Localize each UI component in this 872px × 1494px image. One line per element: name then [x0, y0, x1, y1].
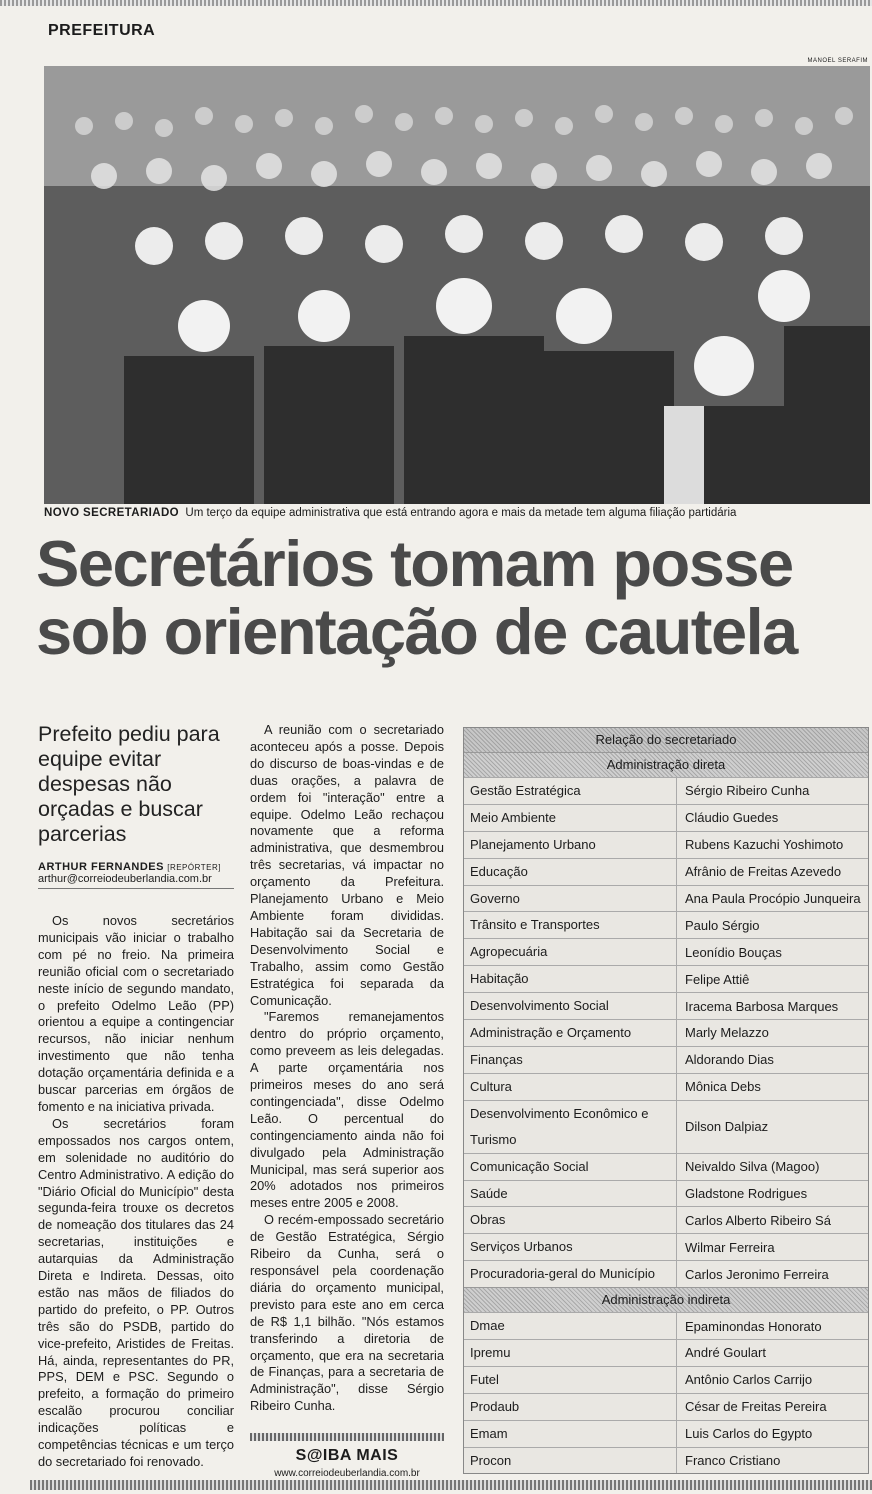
paragraph: O recém-empossado secretário de Gestão Estratégica, Sérgio Ribeiro da Cunha, será o responsável pela coordenação diária do orçamento municipal, previsto para este ano em cerca de R$ 1,1 bilhão. "Nós estamos transferindo a diretoria de orçamento, que era na secretaria de Finanças, para a secretaria de Administração", disse Sérgio Ribeiro Cunha.: [250, 1212, 444, 1414]
secretariat-table: [463, 727, 869, 1474]
secretary-cell: Marly Melazzo: [685, 1025, 769, 1041]
table-row: [464, 1046, 868, 1073]
department-cell: Governo: [464, 886, 677, 912]
department-cell: Ipremu: [464, 1340, 677, 1366]
secretary-cell: Leonídio Bouças: [685, 944, 782, 960]
headline-line-1: Secretários tomam posse: [36, 527, 793, 600]
department-cell: Procon: [464, 1448, 677, 1474]
table-row: [464, 831, 868, 858]
bottom-border: [30, 1480, 872, 1490]
author-role: [REPÓRTER]: [167, 863, 221, 872]
paragraph: Os novos secretários municipais vão iniciar o trabalho com pé no freio. Na primeira reunião oficial com o secretariado neste início de segundo mandato, o prefeito Odelmo Leão (PP) orientou a equipe a contingenciar recursos, não iniciar nenhum investimento que não tenha dotação orçamentária definida e a buscar parcerias em órgãos de fomento e na iniciativa privada.: [38, 913, 234, 1114]
table-row: [464, 804, 868, 831]
department-cell: Desenvolvimento Econômico e Turismo: [464, 1101, 677, 1153]
department-cell: Agropecuária: [464, 939, 677, 965]
department-cell: Educação: [464, 859, 677, 885]
department-cell: Planejamento Urbano: [464, 832, 677, 858]
paragraph: Os secretários foram empossados nos cargos ontem, em solenidade no auditório do Centro Administrativo. A edição do "Diário Oficial do Município" desta segunda-feira trouxe os decretos de nomeação dos titulares das 24 secretarias, instituições e autarquias da Administração Direta e Indireta. Dessas, oito estão nas mãos de filiados do partido do prefeito, o PP. Outros três são do PSDB, partido do vice-prefeito, Aristides de Freitas. Há, ainda, representantes do PR, PPS, DEM e PSC. Segundo o prefeito, a formação do primeiro escalão procurou conciliar indicações políticas e competências técnicas e um terço do secretariado foi renovado.: [38, 1115, 234, 1469]
paragraph: A reunião com o secretariado aconteceu após a posse. Depois do discurso de boas-vindas e de duas orações, a palavra de ordem foi "interação" entre a equipe. Odelmo Leão rechaçou novamente que a reforma administrativa, que desmembrou três secretarias, vá impactar no orçamento da Prefeitura. Planejamento Urbano e Meio Ambiente foram divididas. Habitação sai da Secretaria de Desenvolvimento Social e Trabalho, assim como Gestão Estratégica foi separada da Comunicação.: [250, 722, 444, 1008]
table-title: Relação do secretariado: [464, 728, 868, 752]
secretary-cell: Mônica Debs: [685, 1079, 761, 1095]
direct-administration-header: Administração direta: [464, 752, 868, 777]
table-row: [464, 1260, 868, 1287]
caption-text: Um terço da equipe administrativa que está entrando agora e mais da metade tem alguma filiação partidária: [185, 507, 737, 519]
secretary-cell: Franco Cristiano: [685, 1453, 781, 1469]
article-column-1: [38, 722, 234, 1471]
secretary-cell: André Goulart: [685, 1345, 766, 1361]
department-cell: Dmae: [464, 1313, 677, 1339]
byline: [38, 861, 234, 873]
table-row: [464, 992, 868, 1019]
secretary-cell: Paulo Sérgio: [685, 917, 760, 933]
secretary-cell: Sérgio Ribeiro Cunha: [685, 783, 810, 799]
secretary-cell: Epaminondas Honorato: [685, 1318, 822, 1334]
secretary-cell: Gladstone Rodrigues: [685, 1186, 808, 1202]
table-row: [464, 1447, 868, 1474]
caption-label: NOVO SECRETARIADO: [44, 507, 180, 519]
table-row: [464, 1420, 868, 1447]
indirect-administration-rows: [464, 1312, 868, 1473]
byline-divider: [38, 888, 234, 889]
secretary-cell: Wilmar Ferreira: [685, 1239, 775, 1255]
secretary-cell: Aldorando Dias: [685, 1052, 774, 1068]
news-photo: [44, 66, 870, 504]
table-row: [464, 1339, 868, 1366]
author-name: ARTHUR FERNANDES: [38, 861, 164, 873]
secretary-cell: Cláudio Guedes: [685, 810, 779, 826]
photo-caption: [44, 507, 870, 519]
secretary-cell: Carlos Jeronimo Ferreira: [685, 1266, 829, 1282]
table-row: [464, 858, 868, 885]
article-column-2: [250, 722, 444, 1479]
department-cell: Futel: [464, 1367, 677, 1393]
department-cell: Saúde: [464, 1181, 677, 1207]
table-row: [464, 1366, 868, 1393]
paragraph: "Faremos remanejamentos dentro do próprio orçamento, como preveem as leis delegadas. A parte orçamentária nos primeiros meses do ano será contingenciada", disse Odelmo Leão. O percentual do contingenciamento ainda não foi divulgado pela Administração Municipal, mas será superior aos 20% adotados nos primeiros meses entre 2005 e 2008.: [250, 1009, 444, 1211]
saiba-url[interactable]: www.correiodeuberlandia.com.br: [274, 1468, 420, 1480]
table-row: [464, 1233, 868, 1260]
direct-administration-rows: [464, 777, 868, 1287]
department-cell: Administração e Orçamento: [464, 1020, 677, 1046]
table-row: [464, 1073, 868, 1100]
saiba-divider: [250, 1433, 444, 1441]
table-row: [464, 1153, 868, 1180]
department-cell: Habitação: [464, 966, 677, 992]
table-row: [464, 1019, 868, 1046]
photo-credit: MANOEL SERAFIM: [807, 58, 868, 64]
section-label: PREFEITURA: [48, 22, 156, 39]
table-row: [464, 885, 868, 912]
body-text-col2: [250, 722, 444, 1415]
secretary-cell: Afrânio de Freitas Azevedo: [685, 864, 842, 880]
audience-photo-illustration: [44, 66, 870, 504]
department-cell: Obras: [464, 1207, 677, 1233]
secretary-cell: Luis Carlos do Egypto: [685, 1426, 813, 1442]
secretary-cell: Rubens Kazuchi Yoshimoto: [685, 837, 844, 853]
department-cell: Gestão Estratégica: [464, 778, 677, 804]
secretary-cell: Iracema Barbosa Marques: [685, 998, 839, 1014]
department-cell: Cultura: [464, 1074, 677, 1100]
department-cell: Trânsito e Transportes: [464, 912, 677, 938]
table-row: [464, 1100, 868, 1153]
secretary-cell: Antônio Carlos Carrijo: [685, 1372, 813, 1388]
saiba-mais-box: [250, 1433, 444, 1479]
body-text-col1: [38, 913, 234, 1471]
department-cell: Serviços Urbanos: [464, 1234, 677, 1260]
top-border: [0, 0, 872, 6]
indirect-administration-header: Administração indireta: [464, 1287, 868, 1312]
table-row: [464, 938, 868, 965]
table-row: [464, 1180, 868, 1207]
table-row: [464, 911, 868, 938]
author-email[interactable]: arthur@correiodeuberlandia.com.br: [38, 873, 212, 885]
department-cell: Comunicação Social: [464, 1154, 677, 1180]
subheadline: Prefeito pediu para equipe evitar despesas não orçadas e buscar parcerias: [38, 722, 220, 846]
secretary-cell: Dilson Dalpiaz: [685, 1119, 769, 1135]
table-row: [464, 1312, 868, 1339]
department-cell: Meio Ambiente: [464, 805, 677, 831]
table-row: [464, 777, 868, 804]
headline: [36, 527, 872, 668]
secretary-cell: Felipe Attiê: [685, 971, 750, 987]
table-row: [464, 1393, 868, 1420]
department-cell: Procuradoria-geral do Município: [464, 1261, 677, 1287]
headline-line-2: sob orientação de cautela: [36, 595, 797, 668]
secretary-cell: César de Freitas Pereira: [685, 1399, 827, 1415]
department-cell: Finanças: [464, 1047, 677, 1073]
table-row: [464, 1206, 868, 1233]
department-cell: Prodaub: [464, 1394, 677, 1420]
department-cell: Desenvolvimento Social: [464, 993, 677, 1019]
table-row: [464, 965, 868, 992]
secretary-cell: Ana Paula Procópio Junqueira: [685, 891, 861, 906]
saiba-title: S@IBA MAIS: [295, 1447, 399, 1465]
secretary-cell: Carlos Alberto Ribeiro Sá: [685, 1212, 831, 1228]
department-cell: Emam: [464, 1421, 677, 1447]
secretary-cell: Neivaldo Silva (Magoo): [685, 1159, 820, 1175]
